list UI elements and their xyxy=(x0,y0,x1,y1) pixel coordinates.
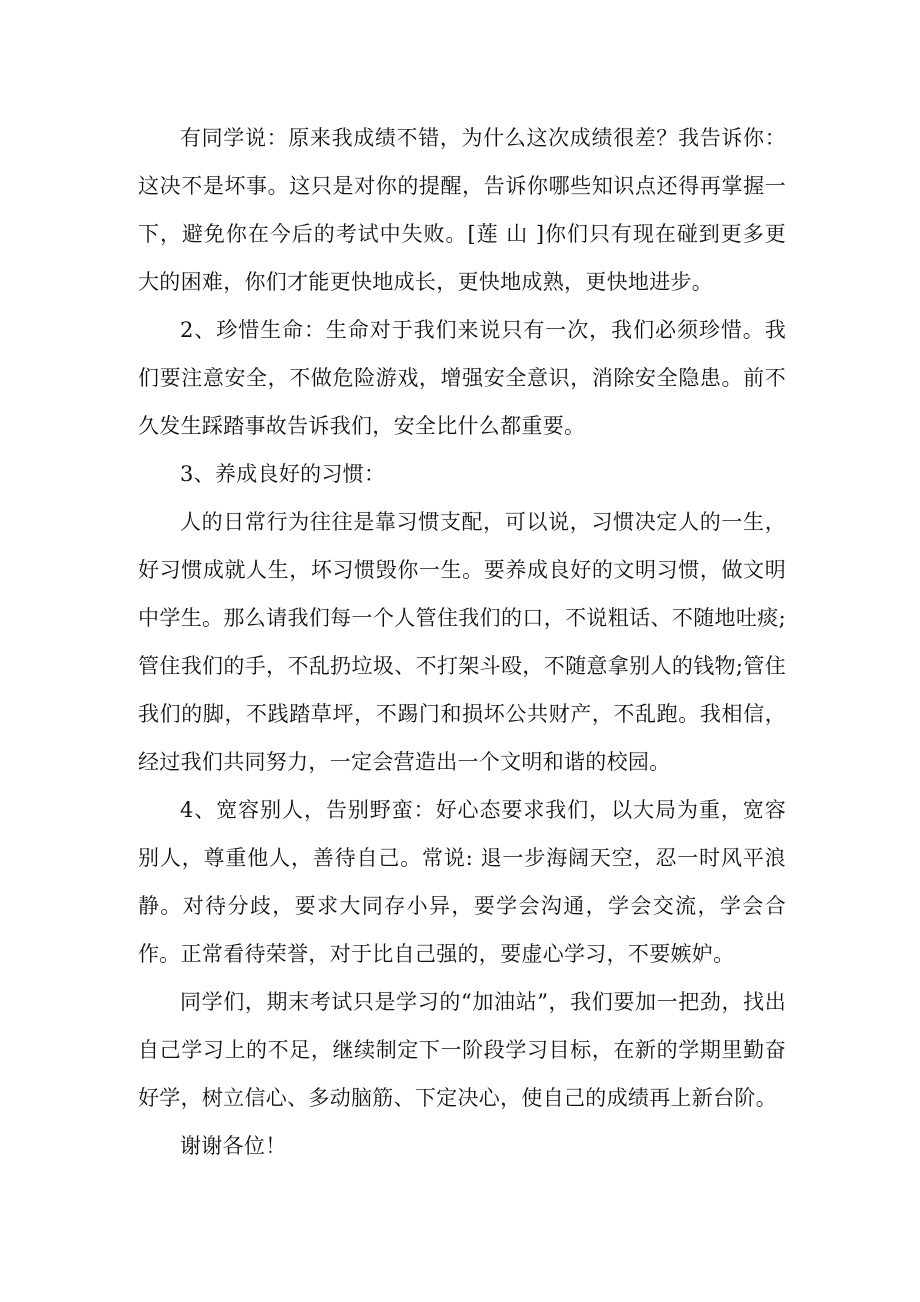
paragraph-good-habits-heading: 3、养成良好的习惯： xyxy=(180,462,386,486)
paragraph-exam-reflection: 有同学说：原来我成绩不错，为什么这次成绩很差？我告诉你：这决不是坏事。这只是对你的提醒，告诉你哪些知识点还得再掌握一下，避免你在今后的考试中失败。[莲 山 ]你们只有现在碰到更多更大的困难，你们才能更快地成长，更快地成熟，更快地进步。 xyxy=(138,126,786,294)
paragraph-thanks: 谢谢各位！ xyxy=(180,1134,287,1158)
paragraph-good-habits: 人的日常行为往往是靠习惯支配，可以说，习惯决定人的一生，好习惯成就人生，坏习惯毁你一生。要养成良好的文明习惯，做文明中学生。那么请我们每一个人管住我们的口，不说粗话、不随地吐痰;管住我们的手，不乱扔垃圾、不打架斗殴，不随意拿别人的钱物;管住我们的脚，不践踏草坪，不踢门和损坏公共财产，不乱跑。我相信，经过我们共同努力，一定会营造出一个文明和谐的校园。 xyxy=(138,510,786,774)
paragraph-tolerance: 4、宽容别人，告别野蛮：好心态要求我们，以大局为重，宽容别人，尊重他人，善待自己。常说: 退一步海阔天空，忍一时风平浪静。对待分歧，要求大同存小异，要学会沟通，学会交流，学会合作。正常看待荣誉，对于比自己强的，要虚心学习，不要嫉妒。 xyxy=(138,798,786,966)
paragraph-closing: 同学们，期末考试只是学习的“加油站”，我们要加一把劲，找出自己学习上的不足，继续制定下一阶段学习目标，在新的学期里勤奋好学，树立信心、多动脑筋、下定决心，使自己的成绩再上新台阶。 xyxy=(138,990,786,1110)
document-body xyxy=(138,114,786,1170)
paragraph-cherish-life: 2、珍惜生命：生命对于我们来说只有一次，我们必须珍惜。我们要注意安全，不做危险游戏，增强安全意识，消除安全隐患。前不久发生踩踏事故告诉我们，安全比什么都重要。 xyxy=(138,318,786,438)
